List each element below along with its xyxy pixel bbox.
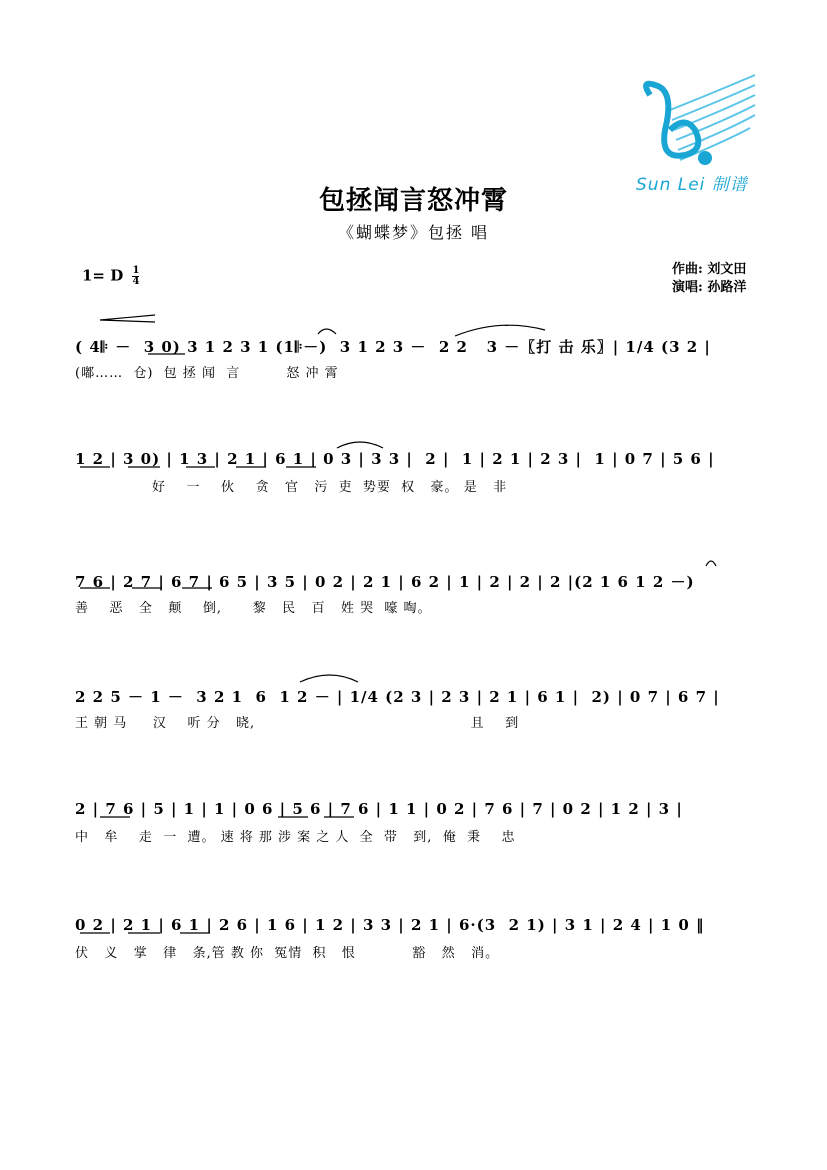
key-label: 1= D xyxy=(82,266,124,285)
slur xyxy=(337,442,383,448)
time-signature xyxy=(132,266,139,287)
subtitle: 《蝴蝶梦》包拯 唱 xyxy=(337,223,490,242)
meter-numerator: 1 xyxy=(132,265,140,276)
fermata xyxy=(318,329,336,334)
lyrics-line-3: 善 恶 全 颠 倒, 黎 民 百 姓 哭 嚎 啕。 xyxy=(75,601,432,616)
score-line-4: 2 2 5 － 1 － 3 2 1 6 1 2 － | 1/4 (2 3 | 2 3 | 2 1 | 6 1 | 2) | 0 7 | 6 7 | xyxy=(75,688,720,706)
lyrics-line-6: 伏 义 掌 律 条,管 教 你 冤情 积 恨 豁 然 消。 xyxy=(75,946,500,961)
page-title: 包拯闻言怒冲霄 xyxy=(318,186,508,216)
score-line-2: 1 2 | 3 0) | 1 3 | 2 1 | 6 1 | 0 3 | 3 3 | 2 | 1 | 2 1 | 2 3 | 1 | 0 7 | 5 6 | xyxy=(75,450,715,468)
lyrics-line-4: 王 朝 马 汉 听 分 晓, 且 到 xyxy=(75,716,520,731)
meter-denominator: 4 xyxy=(132,276,140,287)
composer-credit: 作曲: 刘文田 xyxy=(672,262,747,277)
score-line-3: 7 6 | 2 7 | 6 7 | 6 5 | 3 5 | 0 2 | 2 1 | 6 2 | 1 | 2 | 2 | 2 |(2 1 6 1 2 －) xyxy=(75,573,695,591)
fermata xyxy=(706,561,716,566)
lyrics-line-2: 好 一 伙 贪 官 污 吏 势要 权 豪。 是 非 xyxy=(75,480,508,495)
slur xyxy=(455,325,545,336)
key-signature xyxy=(82,266,139,287)
logo-text: Sun Lei 制谱 xyxy=(636,175,748,195)
score-line-6: 0 2 | 2 1 | 6 1 | 2 6 | 1 6 | 1 2 | 3 3 | 2 1 | 6·(3 2 1) | 3 1 | 2 4 | 1 0 ‖ xyxy=(75,916,705,934)
slur xyxy=(300,675,358,682)
score-line-5: 2 | 7 6 | 5 | 1 | 1 | 0 6 | 5 6 | 7 6 | 1 1 | 0 2 | 7 6 | 7 | 0 2 | 1 2 | 3 | xyxy=(75,800,683,818)
lyrics-line-1: (嘟…… 仓) 包 拯 闻 言 怒 冲 霄 xyxy=(75,366,339,381)
score-line-1: ( 4𝄆 － 3 0) 3 1 2 3 1 (1𝄆－) 3 1 2 3 － 2 2 3 －〖打 击 乐〗| 1/4 (3 2 | xyxy=(75,338,711,356)
lyrics-line-5: 中 牟 走 一 遭。 速 将 那 涉 案 之 人 全 带 到, 俺 秉 忠 xyxy=(75,830,516,845)
singer-credit: 演唱: 孙路洋 xyxy=(672,280,747,295)
crescendo-mark xyxy=(100,315,155,322)
